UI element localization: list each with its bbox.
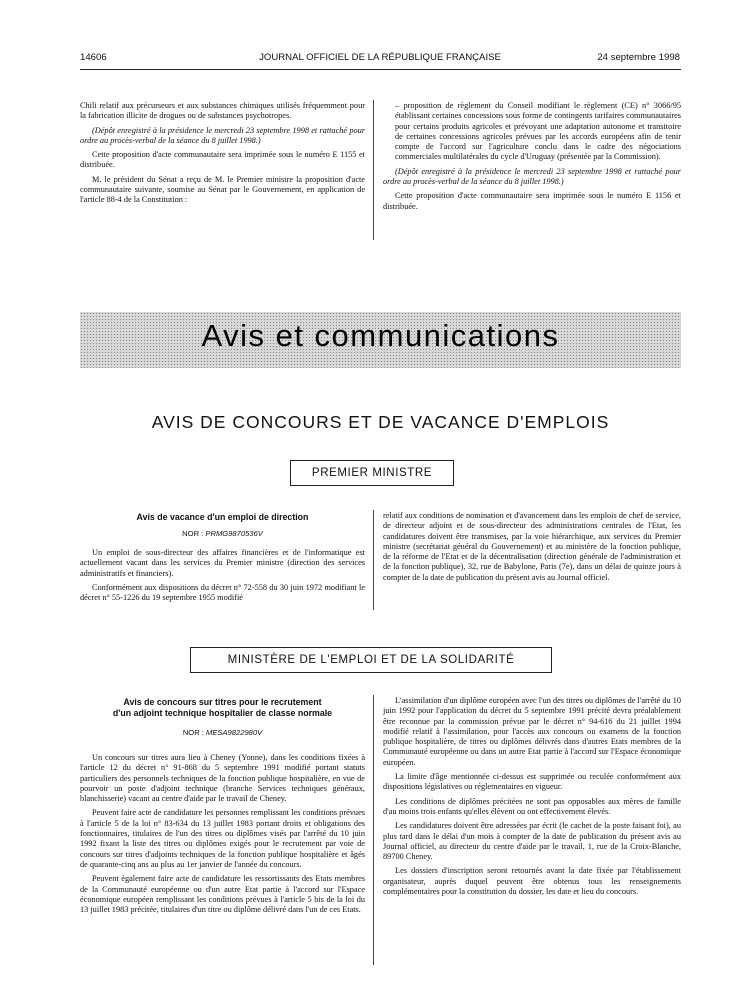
top-left-column: [80, 101, 365, 210]
page-header: [80, 52, 680, 68]
paragraph: Les candidatures doivent être adressées par écrit (le cachet de la poste faisant foi), au plus tard dans le délai d'un mois à compter de la date de publication du présent avis au Journal officiel, au directeur du centre d'aide par le travail, 1, rue de la Croix-Blanche, 89700 Cheney.: [383, 821, 681, 862]
section-banner: [80, 312, 681, 368]
paragraph: Un emploi de sous-directeur des affaires financières et de l'informatique est actuellement vacant dans les services du Premier ministre (direction des services administratifs et financiers).: [80, 548, 365, 578]
paragraph: Cette proposition d'acte communautaire sera imprimée sous le numéro E 1156 et distribuée.: [383, 191, 681, 211]
ministry-heading-premier-ministre: PREMIER MINISTRE: [290, 460, 454, 486]
paragraph: (Dépôt enregistré à la présidence le mercredi 23 septembre 1998 et rattaché pour ordre au procès-verbal de la séance du 8 juillet 1998.): [80, 125, 365, 145]
paragraph: Les conditions de diplômes précitées ne sont pas opposables aux mères de famille d'au moins trois enfants qu'elles élèvent ou ont effectivement élevés.: [383, 796, 681, 816]
nor-reference: [80, 529, 365, 538]
section-title: AVIS DE CONCOURS ET DE VACANCE D'EMPLOIS: [151, 412, 610, 432]
paragraph: relatif aux conditions de nomination et d'avancement dans les emplois de chef de service, de directeur adjoint et de sous-directeur des administrations centrales de l'Etat, les candidatures doivent être transmises, par la voie hiérarchique, aux services du Premier ministre (secrétariat général du Gouvernement) et au ministère de la fonction publique, de la réforme de l'Etat et de la décentralisation (direction générale de l'administration et de la fonction publique), 32, rue de Babylone, Paris (7e), dans un délai de quinze jours à compter de la date de publication du présent avis au Journal officiel.: [383, 511, 681, 582]
paragraph: La limite d'âge mentionnée ci-dessus est supprimée ou reculée conformément aux dispositions législatives ou réglementaires en vigueur.: [383, 772, 681, 792]
paragraph: Peuvent également faire acte de candidature les ressortissants des Etats membres de la Communauté européenne ou d'un autre Etat partie à l'accord sur l'Espace économique européen remplissant les conditions prévues à l'article 5 bis de la loi du 13 juillet 1983 précitée, titulaires d'un titre ou diplôme délivré dans l'un de ces Etats.: [80, 874, 365, 915]
nor-reference: [80, 728, 365, 737]
column-divider: [373, 100, 374, 240]
paragraph: – proposition de règlement du Conseil modifiant le règlement (CE) n° 3066/95 établissant certaines concessions sous forme de contingents tarifaires communautaires pour certains produits agricoles et prévoyant une adaptation autonome et transitoire de certaines concessions agricoles prévues par les accords européens afin de tenir compte de l'accord sur l'agriculture conclu dans le cadre des négociations commerciales multilatérales du cycle d'Uruguay (présentée par la Commission).: [395, 101, 681, 162]
column-divider: [373, 695, 374, 965]
nor-code: MESA9822980V: [206, 728, 263, 737]
paragraph: Chili relatif aux précurseurs et aux substances chimiques utilisés fréquemment pour la fabrication illicite de drogues ou de substances psychotropes.: [80, 101, 365, 121]
article-title-line: d'un adjoint technique hospitalier de classe normale: [112, 708, 333, 718]
column-divider: [373, 510, 374, 610]
paragraph: Cette proposition d'acte communautaire sera imprimée sous le numéro E 1155 et distribuée.: [80, 150, 365, 170]
banner-title: Avis et communications: [201, 318, 560, 353]
article-title: [80, 697, 365, 719]
paragraph: M. le président du Sénat a reçu de M. le Premier ministre la proposition d'acte communautaire suivante, soumise au Sénat par le Gouvernement, en application de l'article 88-4 de la Constitution :: [80, 174, 365, 205]
top-right-column: [383, 101, 681, 216]
article-title-line: Avis de concours sur titres pour le recrutement: [123, 697, 322, 707]
paragraph: (Dépôt enregistré à la présidence le mercredi 23 septembre 1998 et rattaché pour ordre au procès-verbal de la séance du 8 juillet 1998.): [383, 166, 681, 187]
journal-title: JOURNAL OFFICIEL DE LA RÉPUBLIQUE FRANÇAISE: [259, 52, 501, 63]
paragraph: Les dossiers d'inscription seront retournés avant la date fixée par l'établissement organisateur, auprès duquel peuvent être obtenus tous les renseignements complémentaires pour la constitution du dossier, les date et lieu du concours.: [383, 866, 681, 897]
nor-label: NOR :: [182, 529, 206, 538]
paragraph: Peuvent faire acte de candidature les personnes remplissant les conditions prévues à l'article 5 de la loi n° 83-634 du 13 juillet 1983 portant droits et obligations des fonctionnaires, titulaires de l'un des titres ou diplômes visés par l'arrêté du 10 juin 1992 fixant la liste des titres ou diplômes exigés pour le recrutement par voie de concours sur titres d'adjoints techniques de la fonction publique hospitalière et âgés de quarante-cinq ans au plus au 1er janvier de l'année du concours.: [80, 808, 365, 869]
article1-right-column: [383, 511, 681, 587]
article-title: Avis de vacance d'un emploi de direction: [136, 512, 309, 522]
ministry-heading-emploi-solidarite: MINISTÈRE DE L'EMPLOI ET DE LA SOLIDARITÉ: [190, 647, 552, 673]
page-number: 14606: [80, 52, 107, 63]
nor-code: PRMG9870536V: [205, 529, 263, 538]
paragraph: Conformément aux dispositions du décret n° 72-558 du 30 juin 1972 modifiant le décret n° 55-1226 du 19 septembre 1955 modifié: [80, 582, 365, 603]
paragraph: L'assimilation d'un diplôme européen avec l'un des titres ou diplômes de l'arrêté du 10 juin 1992 pour l'application du décret du 5 septembre 1991 précité devra préalablement être reconnue par la commission prévue par le décret n° 94-616 du 21 juillet 1994 modifié relatif à l'assimilation, pour l'accès aux concours ou examens de la fonction publique hospitalière, de titres ou diplômes délivrés dans d'autres Etats membres de la Communauté européenne ou dans un autre Etat partie à l'accord sur l'Espace économique européen.: [383, 696, 681, 767]
article2-right-column: [383, 696, 681, 901]
nor-label: NOR :: [182, 728, 207, 737]
paragraph: Un concours sur titres aura lieu à Cheney (Yonne), dans les conditions fixées à l'article 12 du décret n° 91-868 du 5 septembre 1991 modifié portant statuts particuliers des personnels techniques de la fonction publique hospitalière, en vue de pourvoir un poste d'adjoint technique (branche Services techniques généraux, blanchisserie) vacant au centre d'aide par le travail de Cheney.: [80, 753, 365, 804]
issue-date: 24 septembre 1998: [597, 52, 680, 63]
article1-left-column: [80, 548, 365, 607]
header-rule: [80, 69, 681, 70]
article2-left-column: [80, 753, 365, 919]
